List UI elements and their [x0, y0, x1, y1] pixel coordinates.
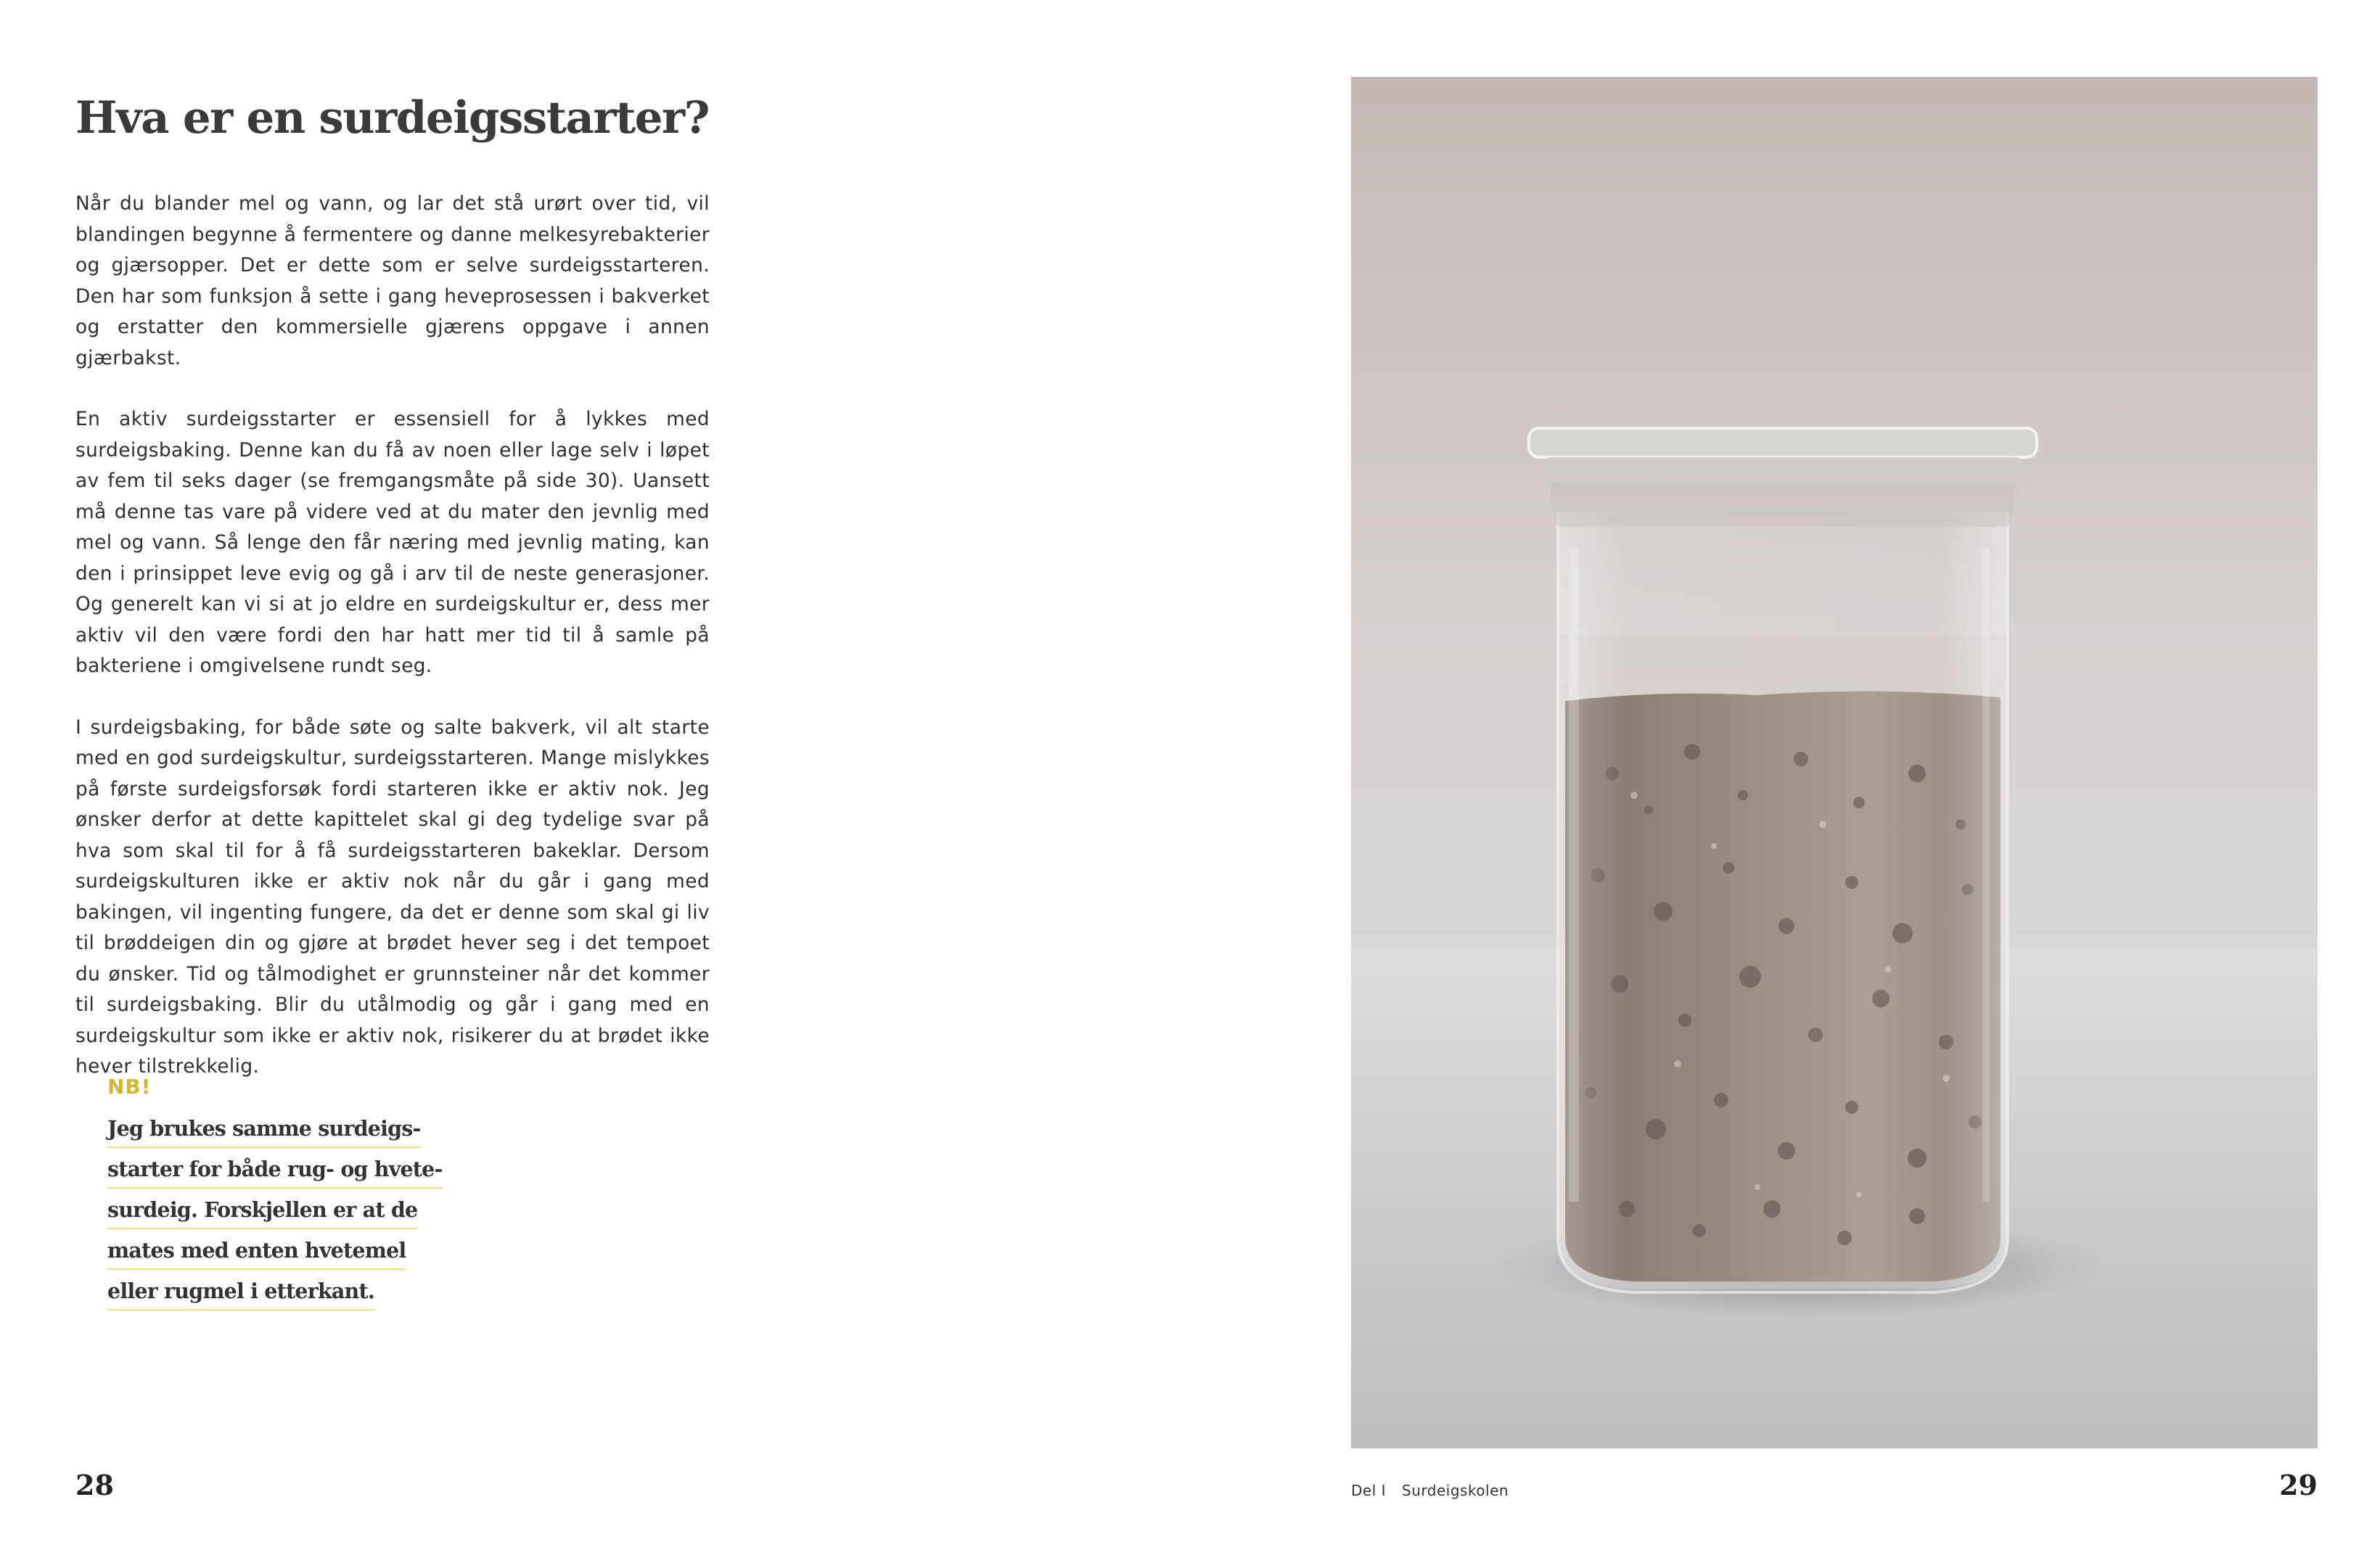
paragraph: I surdeigsbaking, for både søte og salte bakverk, vil alt starte med en god surdeigskultur, surdeigsstarteren. Mange mislykkes på første surdeigsforsøk fordi starteren ikke er aktiv nok. Jeg ønsker derfor at dette kapittelet skal gi deg tydelige svar på hva som skal til for å få surdeigsstarteren bakeklar. Dersom surdeigskulturen ikke er aktiv nok når du går i gang med bakingen, vil ingenting fungere, da det er denne som skal gi liv til brøddeigen din og gjøre at brødet hever seg i det tempoet du ønsker. Tid og tålmodighet er grunnsteiner når det kommer til surdeigsbaking. Blir du utålmodig og går i gang med en surdeigskultur som ikke er aktiv nok, risikerer du at brødet ikke hever tilstrekkelig.: [75, 715, 710, 1078]
nb-line: Jeg brukes samme surdeigs-: [107, 1110, 421, 1148]
nb-line: surdeig. Forskjellen er at de: [107, 1192, 417, 1229]
section-title: Surdeigskolen: [1402, 1482, 1509, 1499]
paragraph: Når du blander mel og vann, og lar det stå urørt over tid, vil blandingen begynne å fermentere og danne melkesyrebakterier og gjærsopper. Det er dette som er selve surdeigsstarteren. Den har som funksjon å sette i gang heveprosessen i bakverket og erstatter den kommersielle gjærens oppgave i annen gjærbakst.: [75, 192, 710, 369]
paragraph: En aktiv surdeigsstarter er essensiell for å lykkes med surdeigsbaking. Denne kan du få av noen eller lage selv i løpet av fem til seks dager (se fremgangsmåte på side 30). Uansett må denne tas vare på videre ved at du mater den jevnlig med mel og vann. Så lenge den får næring med jevnlig mating, kan den i prinsippet leve evig og gå i arv til de neste generasjoner. Og generelt kan vi si at jo eldre en surdeigskultur er, dess mer aktiv vil den være fordi den har hatt mer tid til å samle på bakteriene i omgivelsene rundt seg.: [75, 408, 710, 677]
section-label: Del I: [1351, 1482, 1387, 1499]
page-number-right: 29: [2279, 1469, 2318, 1501]
nb-line: starter for både rug- og hvete-: [107, 1151, 443, 1189]
running-head: [1351, 1482, 1509, 1499]
nb-callout: [107, 1110, 443, 1313]
page-heading: Hva er en surdeigsstarter?: [75, 92, 709, 144]
nb-label: NB!: [107, 1075, 152, 1099]
nb-line: eller rugmel i etterkant.: [107, 1273, 374, 1311]
nb-line: mates med enten hvetemel: [107, 1232, 406, 1270]
page-number-left: 28: [75, 1469, 114, 1501]
body-text: [75, 189, 710, 1113]
sourdough-jar-photo: [1351, 77, 2318, 1448]
